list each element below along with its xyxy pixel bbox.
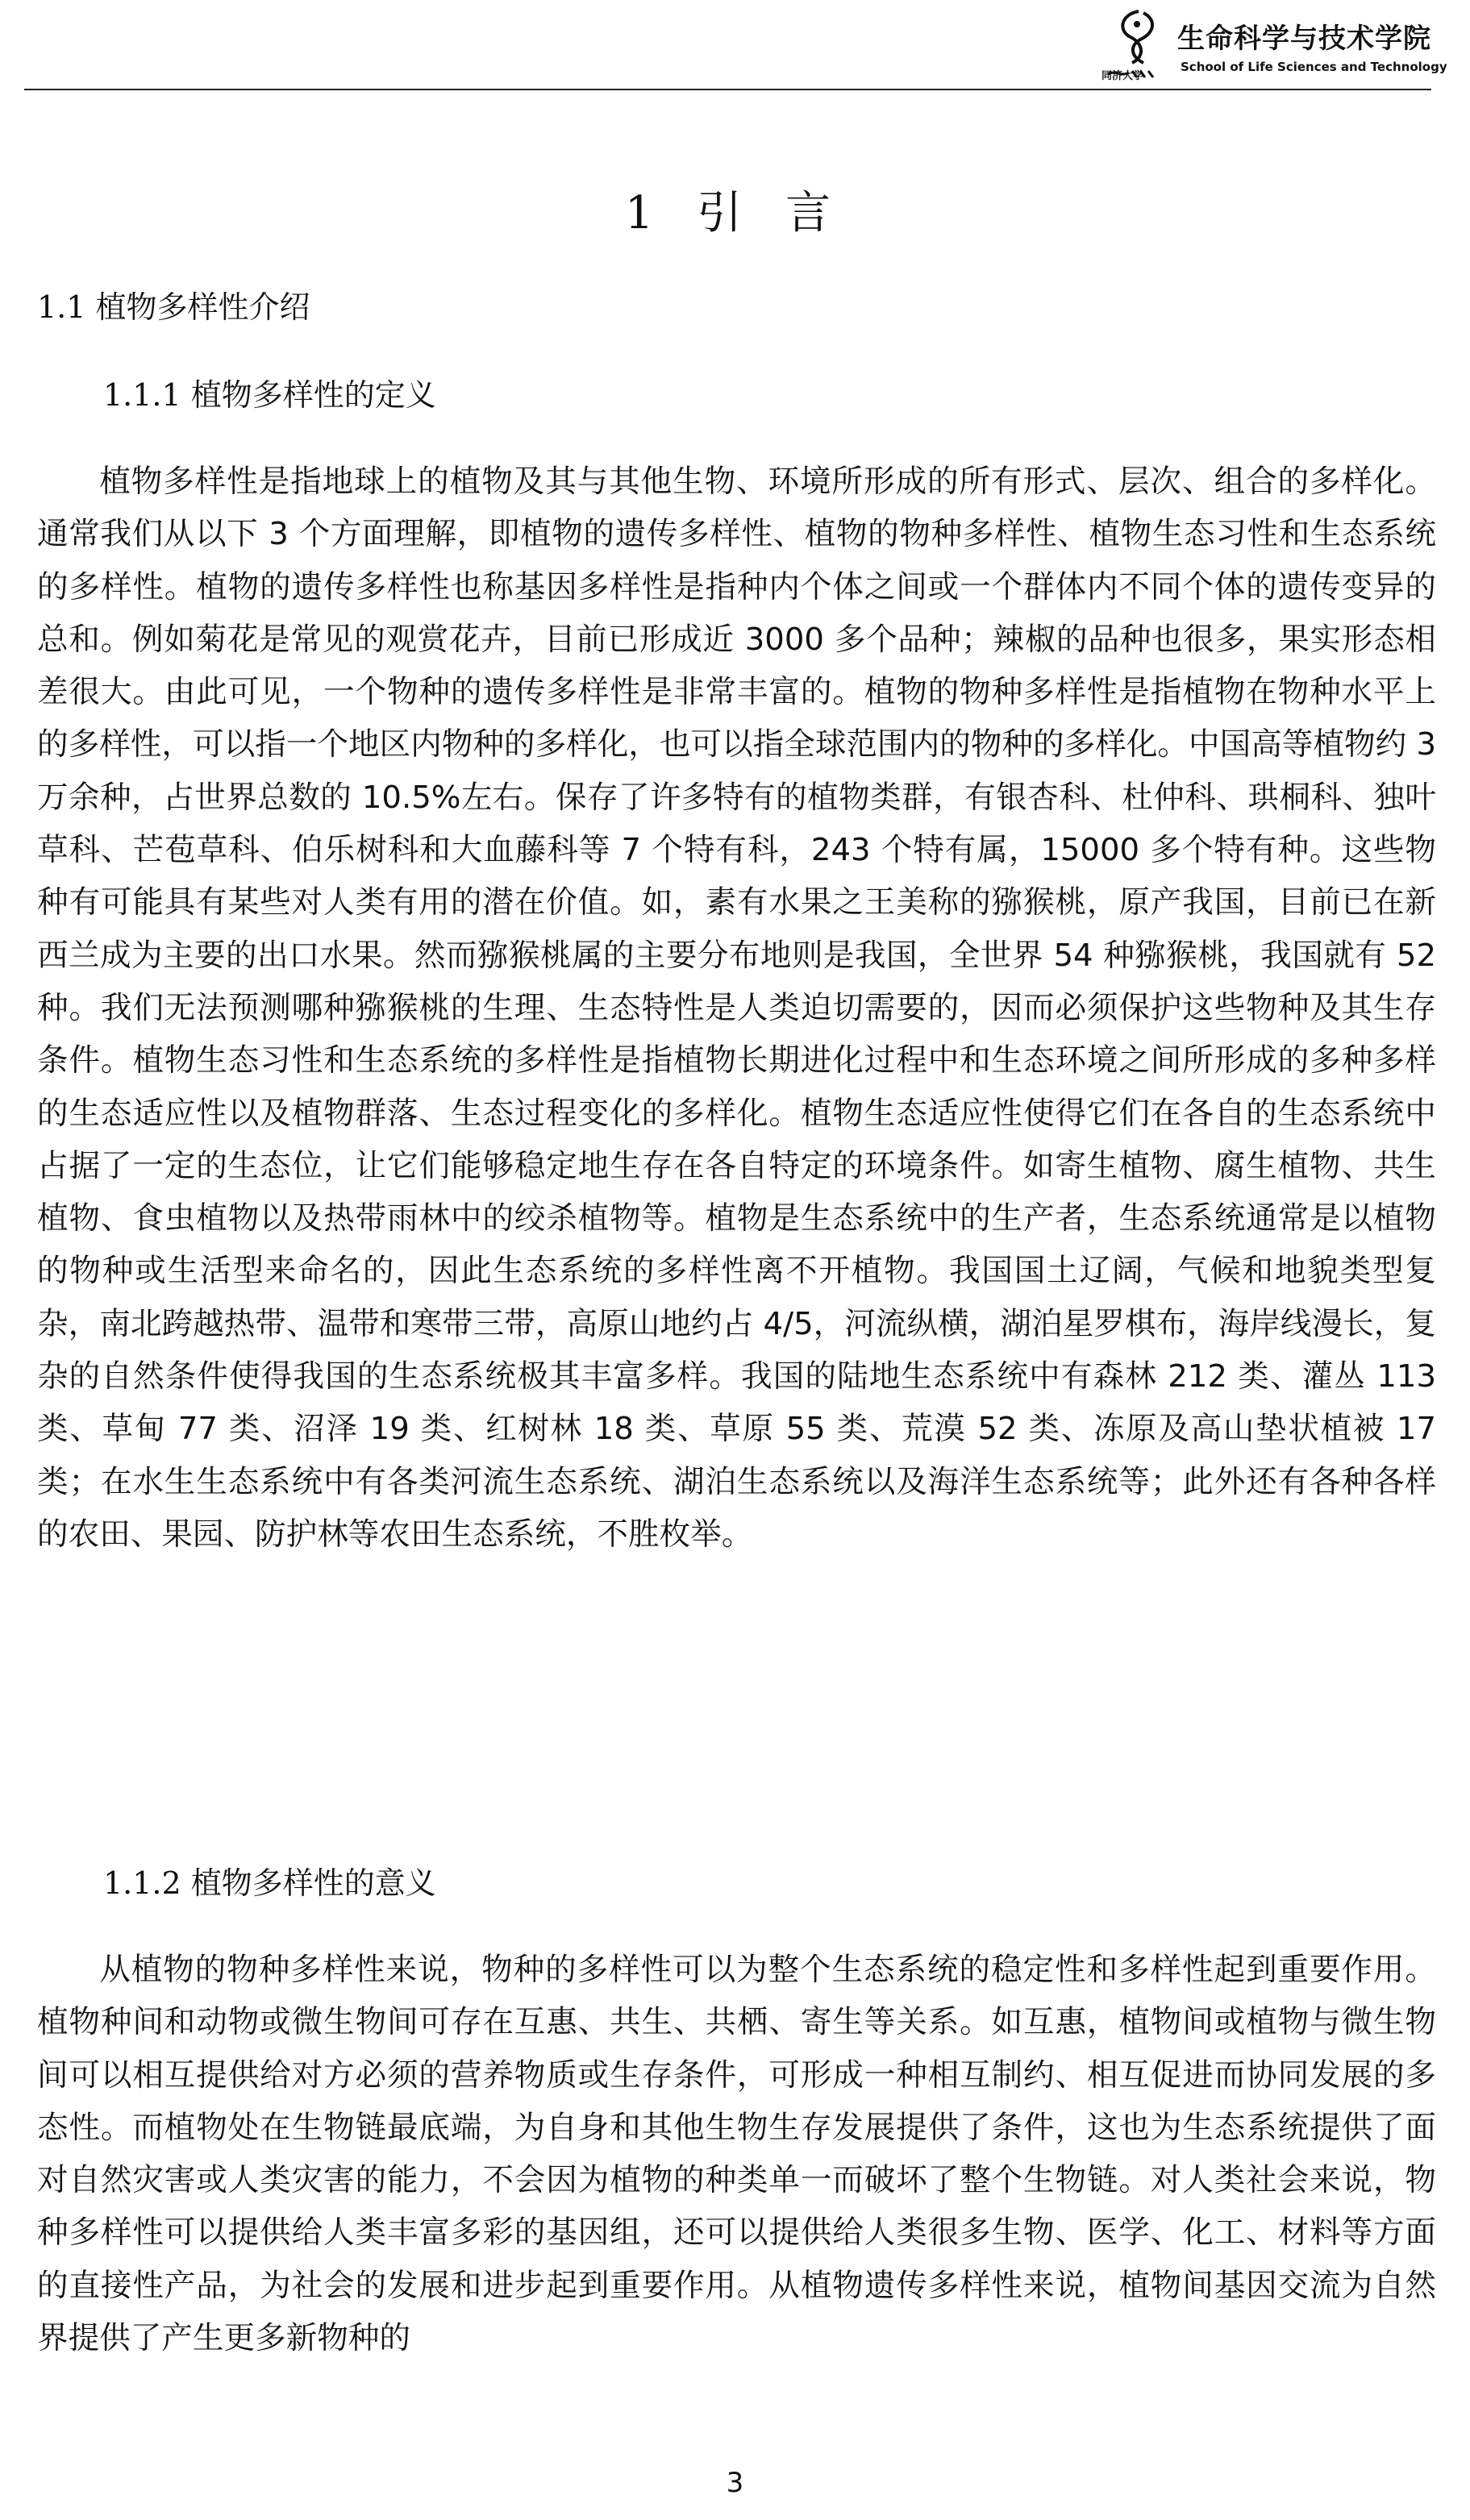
section-number: 1.1 (37, 289, 86, 325)
college-name-en: School of Life Sciences and Technology (1181, 60, 1447, 74)
subsection-heading (103, 1858, 436, 1902)
subsection-number: 1.1.2 (103, 1865, 181, 1901)
college-logo (1097, 6, 1451, 81)
page-header (24, 0, 1447, 90)
section-heading (37, 282, 310, 326)
section-title: 植物多样性介绍 (95, 289, 310, 325)
subsection-title: 植物多样性的意义 (190, 1865, 436, 1901)
university-seal-text: 同济大学 (1101, 70, 1144, 81)
chapter-title: 1 引 言 (624, 187, 846, 239)
subsection-heading (103, 370, 436, 414)
college-name-cn: 生命科学与技术学院 (1177, 23, 1431, 55)
college-emblem-icon (1097, 6, 1177, 81)
body-paragraph: 从植物的物种多样性来说，物种的多样性可以为整个生态系统的稳定性和多样性起到重要作用。植物种间和动物或微生物间可存在互惠、共生、共栖、寄生等关系。如互惠，植物间或植物与微生物间可以相互提供给对方必须的营养物质或生存条件，可形成一种相互制约、相互促进而协同发展的多态性。而植物处在生物链最底端，为自身和其他生物生存发展提供了条件，这也为生态系统提供了面对自然灾害或人类灾害的能力，不会因为植物的种类单一而破坏了整个生物链。对人类社会来说，物种多样性可以提供给人类丰富多彩的基因组，还可以提供给人类很多生物、医学、化工、材料等方面的直接性产品，为社会的发展和进步起到重要作用。从植物遗传多样性来说，植物间基因交流为自然界提供了产生更多新物种的 (37, 1952, 1436, 2357)
subsection-title: 植物多样性的定义 (190, 377, 436, 413)
subsection-number: 1.1.1 (103, 377, 181, 413)
body-paragraph: 植物多样性是指地球上的植物及其与其他生物、环境所形成的所有形式、层次、组合的多样化。通常我们从以下 3 个方面理解，即植物的遗传多样性、植物的物种多样性、植物生态习性和生态系统的多样性。植物的遗传多样性也称基因多样性是指种内个体之间或一个群体内不同个体的遗传变异的总和。例如菊花是常见的观赏花卉，目前已形成近 3000 多个品种；辣椒的品种也很多，果实形态相差很大。由此可见，一个物种的遗传多样性是非常丰富的。植物的物种多样性是指植物在物种水平上的多样性，可以指一个地区内物种的多样化，也可以指全球范围内的物种的多样化。中国高等植物约 3 万余种，占世界总数的 10.5%左右。保存了许多特有的植物类群，有银杏科、杜仲科、珙桐科、独叶草科、芒苞草科、伯乐树科和大血藤科等 7 个特有科，243 个特有属，15000 多个特有种。这些物种有可能具有某些对人类有用的潜在价值。如，素有水果之王美称的猕猴桃，原产我国，目前已在新西兰成为主要的出口水果。然而猕猴桃属的主要分布地则是我国，全世界 54 种猕猴桃，我国就有 52 种。我们无法预测哪种猕猴桃的生理、生态特性是人类迫切需要的，因而必须保护这些物种及其生存条件。植物生态习性和生态系统的多样性是指植物长期进化过程中和生态环境之间所形成的多种多样的生态适应性以及植物群落、生态过程变化的多样化。植物生态适应性使得它们在各自的生态系统中占据了一定的生态位，让它们能够稳定地生存在各自特定的环境条件。如寄生植物、腐生植物、共生植物、食虫植物以及热带雨林中的绞杀植物等。植物是生态系统中的生产者，生态系统通常是以植物的物种或生活型来命名的，因此生态系统的多样性离不开植物。我国国土辽阔，气候和地貌类型复杂，南北跨越热带、温带和寒带三带，高原山地约占 4/5，河流纵横，湖泊星罗棋布，海岸线漫长，复杂的自然条件使得我国的生态系统极其丰富多样。我国的陆地生态系统中有森林 212 类、灌丛 113 类、草甸 77 类、沼泽 19 类、红树林 18 类、草原 55 类、荒漠 52 类、冻原及高山垫状植被 17 类；在水生生态系统中有各类河流生态系统、湖泊生态系统以及海洋生态系统等；此外还有各种各样的农田、果园、防护林等农田生态系统，不胜枚举。 (37, 464, 1436, 1553)
page-number: 3 (726, 2467, 744, 2499)
